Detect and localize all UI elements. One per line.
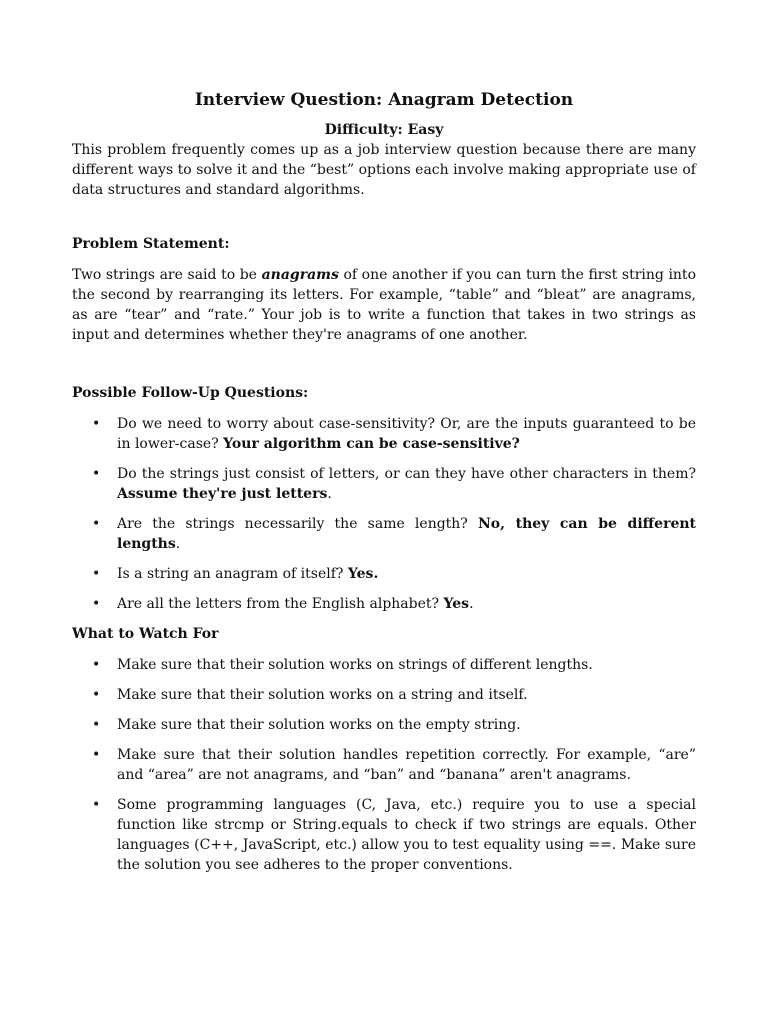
followup-suffix: . bbox=[469, 596, 474, 612]
followup-answer: Your algorithm can be case-sensitive? bbox=[223, 436, 520, 452]
list-item bbox=[72, 564, 696, 584]
bullet-icon: • bbox=[92, 596, 101, 612]
followup-suffix: . bbox=[327, 486, 332, 502]
watch-item-text: Make sure that their solution handles repetition correctly. For example, “are” and “area” are not anagrams, and “ban” and “banana” aren't anagrams. bbox=[117, 747, 696, 783]
followup-question: Do we need to worry about case-sensitivity? Or, are the inputs guaranteed to be in lower-case? bbox=[117, 416, 696, 452]
watch-for-list bbox=[72, 655, 696, 875]
bullet-icon: • bbox=[92, 717, 101, 733]
list-item bbox=[72, 685, 696, 705]
list-item bbox=[72, 464, 696, 504]
followup-suffix: . bbox=[175, 536, 181, 552]
list-item bbox=[72, 795, 696, 875]
list-item bbox=[72, 745, 696, 785]
bullet-icon: • bbox=[92, 516, 101, 532]
anagrams-term: anagrams bbox=[261, 267, 339, 283]
bullet-icon: • bbox=[92, 687, 101, 703]
bullet-icon: • bbox=[92, 416, 101, 432]
list-item bbox=[72, 414, 696, 454]
watch-item-text: Make sure that their solution works on the empty string. bbox=[117, 717, 521, 733]
followup-question: Do the strings just consist of letters, or can they have other characters in them? bbox=[117, 466, 696, 482]
followup-answer: Yes. bbox=[347, 566, 379, 582]
bullet-icon: • bbox=[92, 566, 101, 582]
watch-item-text: Make sure that their solution works on a string and itself. bbox=[117, 687, 528, 703]
watch-for-heading: What to Watch For bbox=[72, 626, 219, 642]
followup-question: Are the strings necessarily the same length? bbox=[117, 516, 478, 532]
problem-statement-heading: Problem Statement: bbox=[72, 236, 230, 252]
bullet-icon: • bbox=[92, 657, 101, 673]
problem-text-before: Two strings are said to be bbox=[72, 267, 262, 283]
list-item bbox=[72, 594, 696, 614]
watch-item-text: Some programming languages (C, Java, etc.) require you to use a special function like strcmp or String.equals to check if two strings are equals. Other languages (C++, JavaScript, etc.) allow you to test equality using ==. Make sure the solution you see adheres to the proper conventions. bbox=[117, 797, 696, 873]
watch-item-text: Make sure that their solution works on strings of different lengths. bbox=[117, 657, 593, 673]
problem-text-after: of one another if you can turn the first string into the second by rearranging its letters. For example, “table” and “bleat” are anagrams, as are “tear” and “rate.” Your job is to write a function that takes in two strings as input and determines whether they're anagrams of one another. bbox=[72, 267, 696, 343]
followup-list bbox=[72, 414, 696, 614]
bullet-icon: • bbox=[92, 747, 101, 763]
difficulty-label: Difficulty: Easy bbox=[324, 122, 444, 138]
intro-paragraph: This problem frequently comes up as a job interview question because there are many different ways to solve it and the “best” options each involve making appropriate use of data structures and standard algorithms. bbox=[72, 142, 696, 198]
followup-question: Are all the letters from the English alphabet? bbox=[117, 596, 444, 612]
list-item bbox=[72, 655, 696, 675]
followup-question: Is a string an anagram of itself? bbox=[117, 566, 348, 582]
followup-answer: Yes bbox=[443, 596, 470, 612]
bullet-icon: • bbox=[92, 797, 101, 813]
list-item bbox=[72, 514, 696, 554]
followup-heading: Possible Follow-Up Questions: bbox=[72, 385, 309, 401]
followup-answer: Assume they're just letters bbox=[117, 486, 328, 502]
list-item bbox=[72, 715, 696, 735]
problem-statement-paragraph bbox=[72, 265, 696, 345]
document-title: Interview Question: Anagram Detection bbox=[194, 90, 574, 110]
followup-answer: No, they can be different lengths bbox=[117, 516, 696, 552]
bullet-icon: • bbox=[92, 466, 101, 482]
